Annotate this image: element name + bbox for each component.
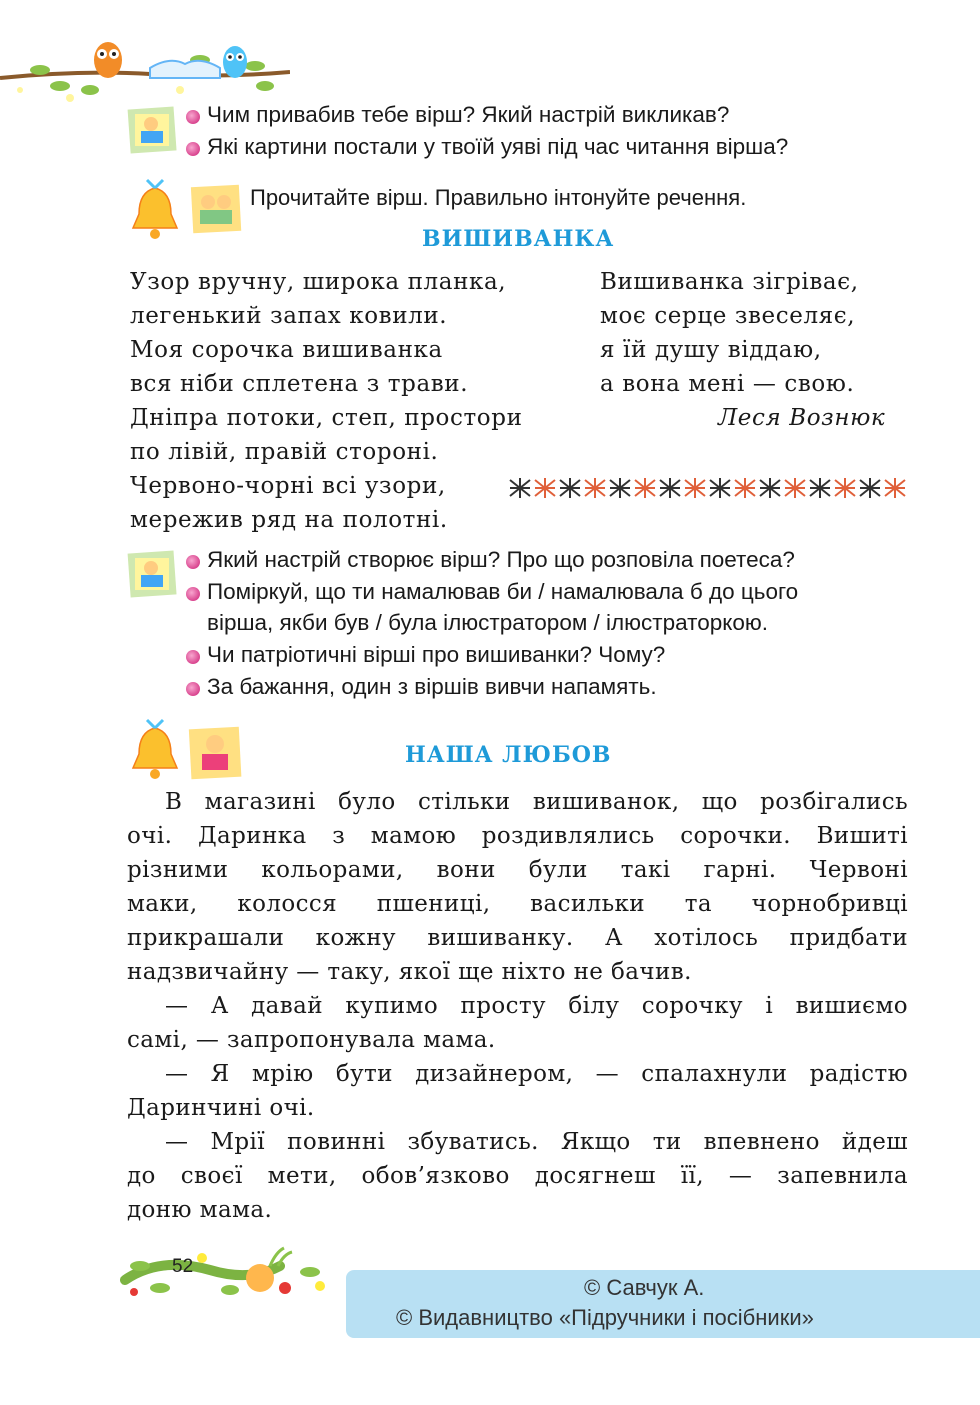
question-text: Чи патріотичні вірші про вишиванки? Чому? xyxy=(207,642,666,667)
bell-icon xyxy=(125,718,185,786)
poem-line: Узор вручну, широка планка, xyxy=(130,269,507,295)
story-line: маки, колосся пшениці, васильки та чорнобривці xyxy=(127,891,908,917)
poem-line: я їй душу віддаю, xyxy=(600,337,822,363)
story-line: — А давай купимо просту білу сорочку і вишиємо xyxy=(165,993,908,1019)
story-title: НАША ЛЮБОВ xyxy=(405,742,612,768)
poem-line: легенький запах ковили. xyxy=(130,303,448,329)
poem-line: а вона мені — свою. xyxy=(600,371,855,397)
story-line: надзвичайну — таку, якої ще ніхто не бачив. xyxy=(127,959,692,985)
reading-child-icon xyxy=(127,104,179,154)
reading-children-icon xyxy=(190,182,242,234)
bullet-icon xyxy=(186,650,200,664)
story-line: — Мрії повинні збуватись. Якщо ти впевнено йдеш xyxy=(165,1129,908,1155)
poem-author: Леся Вознюк xyxy=(718,405,886,431)
poem-title: ВИШИВАНКА xyxy=(422,226,615,252)
poem-line: Дніпра потоки, степ, простори xyxy=(130,405,523,431)
story-line: В магазині було стільки вишиванок, що розбігались xyxy=(165,789,908,815)
poem-line: мережив ряд на полотні. xyxy=(130,507,448,533)
bullet-icon xyxy=(186,587,200,601)
page-number: 52 xyxy=(172,1256,194,1277)
embroidery-ornament xyxy=(508,477,908,499)
footer-flowers-decoration xyxy=(120,1236,335,1306)
bullet-icon xyxy=(186,110,200,124)
reading-child-icon xyxy=(127,548,179,598)
poem-line: вся ніби сплетена з трави. xyxy=(130,371,469,397)
bullet-icon xyxy=(186,555,200,569)
bullet-icon xyxy=(186,142,200,156)
story-line: самі, — запропонувала мама. xyxy=(127,1027,496,1053)
poem-line: моє серце звеселяє, xyxy=(600,303,856,329)
story-line: — Я мрію бути дизайнером, — спалахнули радістю xyxy=(165,1061,908,1087)
story-line: прикрашали кожну вишиванку. А хотілось придбати xyxy=(127,925,908,951)
question-text: За бажання, один з віршів вивчи напамять. xyxy=(207,674,657,699)
instruction-text: Прочитайте вірш. Правильно інтонуйте речення. xyxy=(250,185,747,210)
story-line: доню мама. xyxy=(127,1197,273,1223)
question-text: Які картини постали у твоїй уяві під час читання вірша? xyxy=(207,134,789,159)
story-line: до своєї мети, обов’язково досягнеш її, — запевнила xyxy=(127,1163,908,1189)
copyright-publisher: © Видавництво «Підручники і посібники» xyxy=(396,1305,814,1330)
poem-line: Моя сорочка вишиванка xyxy=(130,337,443,363)
story-line: очі. Даринка з мамою роздивлялись сорочки. Вишиті xyxy=(127,823,908,849)
reading-boy-icon xyxy=(188,724,242,780)
bullet-icon xyxy=(186,682,200,696)
copyright-author: © Савчук А. xyxy=(584,1275,705,1300)
story-line: різними кольорами, вони були такі гарні. Червоні xyxy=(127,857,908,883)
poem-line: по лівій, правій стороні. xyxy=(130,439,439,465)
story-line: Даринчині очі. xyxy=(127,1095,315,1121)
question-text: Який настрій створює вірш? Про що розповіла поетеса? xyxy=(207,547,795,572)
question-text: Чим привабив тебе вірш? Який настрій викликав? xyxy=(207,102,730,127)
bell-icon xyxy=(125,178,185,246)
owl-icon xyxy=(94,42,122,78)
poem-line: Червоно-чорні всі узори, xyxy=(130,473,446,499)
question-text: Поміркуй, що ти намалював би / намалювала б до цього xyxy=(207,579,799,604)
question-text: вірша, якби був / була ілюстратором / ілюстраторкою. xyxy=(207,610,768,635)
header-branch-decoration xyxy=(0,30,290,110)
poem-line: Вишиванка зігріває, xyxy=(600,269,859,295)
